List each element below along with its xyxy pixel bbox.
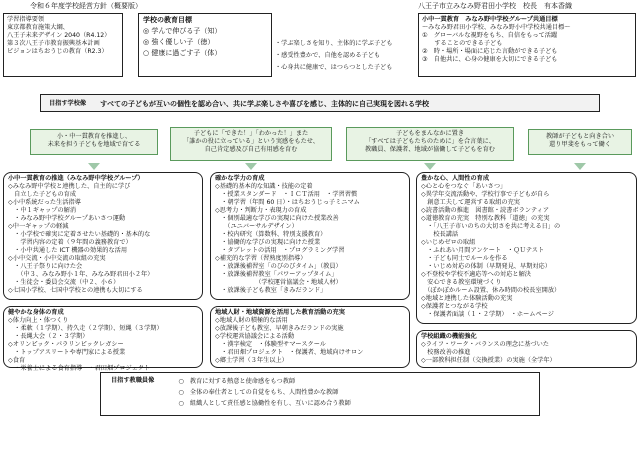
section-line: ・校内研究（算数科、特別支援教育） [215,231,327,238]
section-health [3,306,203,372]
section-line: ・トップアスリートや専門家による授業 [8,349,126,356]
pillar-text: 還り甲斐をもって働く [549,141,611,148]
section-line: ◇小中系統だった生活指導 [8,199,81,206]
section-small-middle [3,172,203,300]
pillar-text: 「すべては子どもたちのために」を合言葉に、 [365,138,495,145]
section-line: ・漢字検定 ・体験型サマースクール [215,341,326,348]
legal-line: 第３次八王子市教育振興基本計画 [7,40,100,47]
section-line: ・放課後子ども教室「きみだランド」 [215,287,327,294]
section-line: ◇体力向上・体つくり [8,317,69,324]
section-line: ・協働的な学びの実現に向けた授業 [215,239,321,246]
section-line: ・ふれあい月間アンケート ・ＱＵテスト [421,247,545,254]
section-line: 校長講話 [421,231,459,238]
group-goals-box [418,13,636,77]
section-line: ・栄養士による食育指導 ・君田畑プロジェクト [8,365,151,372]
pillar-text: 子どもをまんなかに置き [395,130,465,137]
pillar-4 [528,129,632,155]
plan-title: 令和６年度学校経営方針（概要版） [30,2,142,10]
section-line: ・タブレットの活用 ・プログラミング学習 [215,247,345,254]
legal-basis-box [3,13,123,77]
section-line: ・朝学習（年間 60 日）・はちおうじっ子ミニマム [215,199,360,206]
section-line: ◇ライフ・ワーク・バランスの理念に基づいた [421,341,549,348]
section-line: ◇基礎的基本的な知識・技能の定着 [215,183,313,190]
goal-expansion-line: ・学ぶ楽しさを知り、主体的に学ぶ子ども [275,40,393,47]
goal-expansion-line: ・感受性豊かで、自他を認める子ども [275,52,381,59]
section-line: ◇学校運営協議会による活動 [215,333,295,340]
section-line: ◇補充的な学習（習熟度別指導） [215,255,307,262]
section-line: ◇地域人財の積極的な活用 [215,317,288,324]
section-line: ・小中共通した ICT 機器の効果的な活用 [8,247,128,254]
section-line: ◇放課後子ども教室、早朝きみだランドの実施 [215,325,344,332]
group-goals-title: 小中一貫教育 みなみ野中学校グループ共通目標 [422,16,558,23]
section-line: ・みなみ野中学校グループあいさつ運動 [8,215,126,222]
section-title: 小中一貫教育の推進（みなみ野中学校グループ） [8,175,144,182]
pillar-text: 教師が子どもと向き合い [545,133,615,140]
section-line: ・八王子祭りに向けた会 [8,263,83,270]
section-line: ◇いじめゼロの取組 [421,239,476,246]
section-line: ◇不登校や学校不適応等への対応と解決 [421,271,531,278]
group-goal-line: ① グローバルな視野をもち、自信をもって活躍 [422,32,558,39]
school-vision-banner [40,94,600,112]
pillar-text: 未来を担う子どもを地域で育てる [47,141,141,148]
section-line: 学習内容の定着（９年間の義務教育で） [8,239,132,246]
section-line: 安心できる教室環境づくり [421,279,502,286]
teacher-ideal-item: ○ 教育に対する熱意と使命感をもつ教師 [178,378,296,385]
pillar-1 [30,129,158,155]
school-principal: 八王子市立みなみ野君田小学校 校長 有本香織 [418,2,572,10]
legal-line: 東京都教育施策大綱、 [7,24,69,31]
section-line: ◇保護者とつながる学校 [421,303,488,310]
section-line: ・いじめ対応の体制（早期発見、早期対応） [421,263,551,270]
section-heart [416,172,637,324]
pillar-text: 子どもに「できた！」「わかった！」また [193,130,309,137]
goal-item: ○ 健康に過ごす子（体） [143,49,222,57]
section-line: ◇中一ギャップの軽減 [8,223,69,230]
section-line: （学校運営協議会・地域人材） [215,279,342,286]
group-goal-line: ③ 自他共に、心身の健康を大切にできる子ども [422,56,558,63]
teacher-ideal-box [100,372,540,416]
school-vision-text: すべての子どもが互いの個性を認め合い、共に学ぶ楽しさや喜びを感じ、主体的に自己実現を図れる学校 [100,100,429,108]
section-community [210,306,410,368]
group-goal-line: ② 時・場所・場面に応じた言動ができる子ども [422,48,558,55]
section-line: ◇オリンピック・パラリンピックレガシー [8,341,124,348]
section-line: ◇読書活動の推進 図書館・読書ボランティア [421,207,550,214]
teacher-ideal-item: ○ 全体の奉仕者としての自覚をもち、人間性豊かな教師 [178,389,339,396]
goal-expansion [275,40,415,72]
section-line: ・保護者面談（１・２学期） ・ホームページ [421,311,554,318]
section-line: ◇一部教科担任制（交換授業）の実施（全学年） [421,357,556,364]
section-line: ・授業スタンダード ・ＩＣＴ活用 ・学習習慣 [215,191,358,198]
section-line: ◇異学年交流活動や、学校行事で子どもが自ら [421,191,550,198]
section-organization [416,330,637,368]
pillar-text: 「誰かの役に立っている」という実感をもたせ、 [183,138,319,145]
section-line: ・中１ギャップの解消 [8,207,77,214]
teacher-ideal-item: ○ 組織人として責任感と協働性を有し、互いに認め合う教師 [178,400,351,407]
group-goal-line: することのできる子ども [422,40,503,47]
section-line: ◇思考力・判断力・表現力の育成 [215,207,307,214]
down-arrow-icon [88,163,100,170]
section-line: ・小学校で確実に定着させたい基礎的・基本的な [8,231,151,238]
legal-line: ビジョンはちおうじの教育（R2.3） [7,48,108,55]
section-line: ・放課後補習室「のびのびタイム」（教員） [215,263,342,270]
section-line: ◇道徳教育の充実 特別な教科「道徳」の充実 [421,215,550,222]
section-line: ◇郷土学習（３年生以上） [215,357,288,364]
legal-line: 八王子未来デザイン 2040（R4.12） [7,32,111,39]
pillar-3 [346,127,514,161]
section-line: ・放課後補習教室「パワーアップタイム」 [215,271,338,278]
section-title: 学校組織の機能強化 [421,333,477,340]
section-line: 創意工夫して運営する取組の充実 [421,199,520,206]
section-title: 豊かな心、人間性の育成 [421,175,490,182]
section-line: ◇七国小学校、七国中学校との連携も大切にする [8,287,143,294]
down-arrow-icon [245,163,257,170]
section-line: 自立した子どもの育成 [8,191,77,198]
section-line: 校務改善の推進 [421,349,471,356]
section-line: ◇地域と連携した体験活動の充実 [421,295,513,302]
down-arrow-icon [574,163,586,170]
section-title: 健やかな身体の育成 [8,309,64,316]
section-line: ・個別最適な学びの実現に向けた授業改善 [215,215,339,222]
section-line: （ぽかぽかルーム設置、休み時間の校長室開放） [421,287,561,294]
school-vision-label: 目指す学校像 [49,100,87,107]
section-line: ・生徒会・委員会交流（中２、小６） [8,279,120,286]
down-arrow-icon [424,163,436,170]
section-academic [210,172,410,300]
school-goals-box [138,13,272,77]
section-line: ◇心と心をつなぐ「あいさつ」 [421,183,507,190]
legal-line: 学習指導要領 [7,16,45,23]
goal-item: ◎ 強く優しい子（徳） [143,38,215,46]
section-title: 地域人財・地域資源を活用した教育活動の充実 [215,309,345,316]
section-line: ◇みなみ野中学校と連携した、自主的に学び [8,183,131,190]
pillar-text: 教職員、保護者、地域が協働して子どもを育む [365,146,495,153]
section-line: ◇小中交流・小中交流の取組の充実 [8,255,106,262]
section-title: 確かな学力の育成 [215,175,265,182]
section-line: ・長縄大会（２・３学期） [8,333,89,340]
goal-expansion-line: ・心身共に健康で、はつらつとした子ども [275,64,393,71]
pillar-text: 自己肯定感及び自己有用感を育む [204,146,298,153]
section-line: ・「八王子市いのちの大切さを共に考える日」の [421,223,561,230]
pillar-text: 小・中一貫教育を推進し、 [56,133,132,140]
teacher-ideal-label: 目指す教職員像 [111,377,155,384]
goal-item: ◎ 学んで伸びる子（知） [143,27,222,35]
section-line: （中３、みなみ野小１年、みなみ野君田小２年） [8,271,154,278]
section-line: ・君田畑プロジェクト ・保護者、地域向けサロン [215,349,364,356]
school-goals-title: 学校の教育目標 [143,16,192,24]
pillar-2 [170,127,332,161]
section-line: ・柔軟（１学期）、持久走（２学期）、短縄（３学期） [8,325,163,332]
section-line: ・子ども同士でルールを作る [421,255,508,262]
group-goal-line: 〜みなみ野君田小学校、みなみ野小中学校共通目標〜 [422,24,571,31]
section-line: （ユニバーサルデザイン） [215,223,298,230]
section-line: ◇食育 [8,357,26,364]
